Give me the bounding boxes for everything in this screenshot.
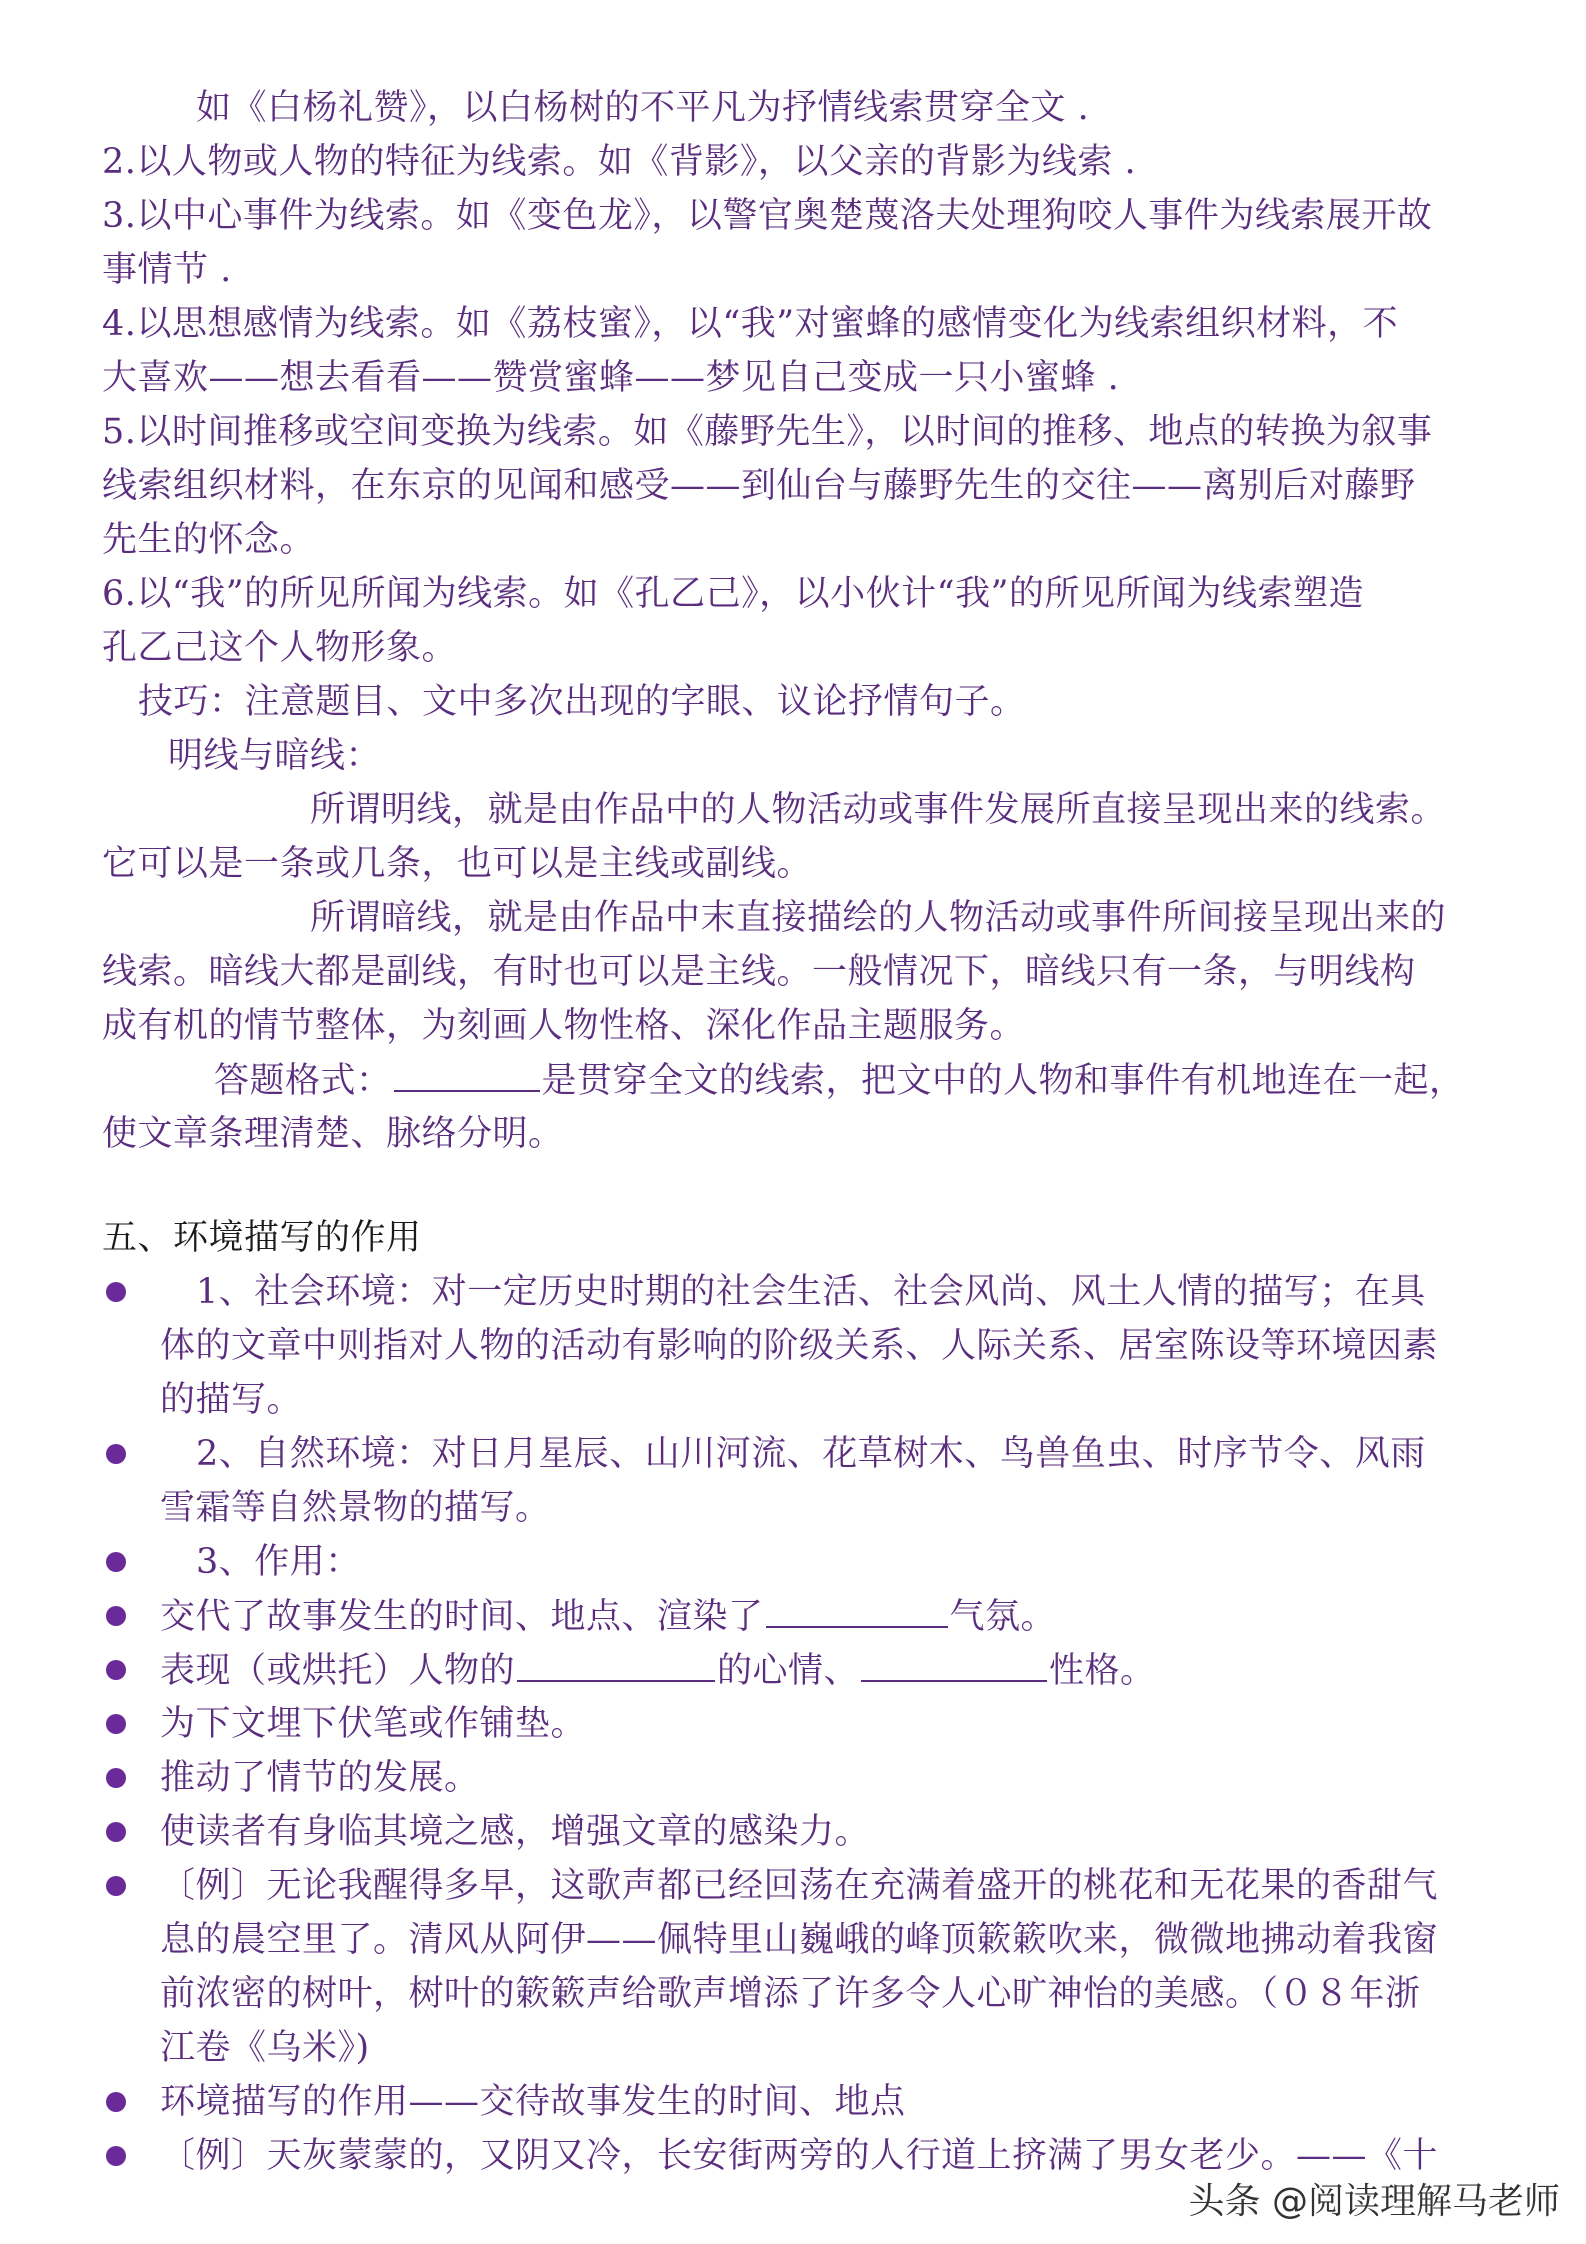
answer-format-line [214,1058,1465,1103]
list-item [160,1648,1156,1693]
answer-format-label: 答题格式： [214,1061,392,1101]
text-line: 成有机的情节整体，为刻画人物性格、深化作品主题服务。 [102,1006,1026,1046]
list-item-cont: 的描写。 [160,1380,303,1420]
bullet-icon [106,1822,126,1842]
list-item-text: 气氛。 [949,1597,1057,1637]
list-item: 3、作用： [196,1542,361,1582]
blank-underline [517,1648,715,1682]
text-line: 所谓明线，就是由作品中的人物活动或事件发展所直接呈现出来的线索。 [310,790,1447,830]
text-line: 事情节 . [102,250,232,290]
bullet-icon [106,1876,126,1896]
text-line: 使文章条理清楚、脉络分明。 [102,1114,564,1154]
list-item: 环境描写的作用——交待故事发生的时间、地点 [160,2082,906,2122]
text-line: 2.以人物或人物的特征为线索。如《背影》，以父亲的背影为线索 . [102,142,1137,182]
text-line: 技巧：注意题目、文中多次出现的字眼、议论抒情句子。 [138,682,1026,722]
list-item-cont: 前浓密的树叶，树叶的簌簌声给歌声增添了许多令人心旷神怡的美感。（０８年浙 [160,1974,1421,2014]
text-line: 线索。暗线大都是副线，有时也可以是主线。一般情况下，暗线只有一条，与明线构 [102,952,1416,992]
list-item: 1、社会环境：对一定历史时期的社会生活、社会风尚、风土人情的描写；在具 [196,1272,1426,1312]
blank-underline [394,1058,540,1092]
list-item: 推动了情节的发展。 [160,1758,480,1798]
list-item: 2、自然环境：对日月星辰、山川河流、花草树木、鸟兽鱼虫、时序节令、风雨 [196,1434,1426,1474]
text-line: 5.以时间推移或空间变换为线索。如《藤野先生》，以时间的推移、地点的转换为叙事 [102,412,1433,452]
bullet-icon [106,1606,126,1626]
list-item-cont: 雪霜等自然景物的描写。 [160,1488,551,1528]
source-watermark: 头条 @阅读理解马老师 [1188,2181,1560,2222]
text-line: 3.以中心事件为线索。如《变色龙》，以警官奥楚蔑洛夫处理狗咬人事件为线索展开故 [102,196,1433,236]
list-item-text: 的心情、 [717,1651,860,1691]
list-item: 〔例〕无论我醒得多早，这歌声都已经回荡在充满着盛开的桃花和无花果的香甜气 [160,1866,1439,1906]
list-item: 使读者有身临其境之感，增强文章的感染力。 [160,1812,871,1852]
text-line: 先生的怀念。 [102,520,316,560]
bullet-icon [106,1768,126,1788]
blank-underline [861,1648,1047,1682]
list-item-text: 交代了故事发生的时间、地点、渲染了 [160,1597,764,1637]
text-line: 如《白杨礼赞》，以白杨树的不平凡为抒情线索贯穿全文 . [196,88,1090,128]
answer-format-text: 是贯穿全文的线索，把文中的人物和事件有机地连在一起， [541,1061,1465,1101]
text-line: 孔乙己这个人物形象。 [102,628,458,668]
list-item-cont: 体的文章中则指对人物的活动有影响的阶级关系、人际关系、居室陈设等环境因素 [160,1326,1439,1366]
text-line: 大喜欢——想去看看——赞赏蜜蜂——梦见自己变成一只小蜜蜂 . [102,358,1120,398]
list-item: 为下文埋下伏笔或作铺垫。 [160,1704,587,1744]
bullet-icon [106,1282,126,1302]
bullet-icon [106,1444,126,1464]
blank-underline [766,1594,948,1628]
bullet-icon [106,2092,126,2112]
list-item-cont: 息的晨空里了。清风从阿伊——佩特里山巍峨的峰顶簌簌吹来，微微地拂动着我窗 [160,1920,1439,1960]
bullet-icon [106,2146,126,2166]
list-item: 〔例〕天灰蒙蒙的，又阴又冷，长安街两旁的人行道上挤满了男女老少。——《十 [160,2136,1439,2176]
bullet-icon [106,1552,126,1572]
section-heading: 五、环境描写的作用 [102,1218,422,1258]
text-line: 线索组织材料，在东京的见闻和感受——到仙台与藤野先生的交往——离别后对藤野 [102,466,1416,506]
text-line: 所谓暗线，就是由作品中末直接描绘的人物活动或事件所间接呈现出来的 [310,898,1447,938]
list-item-text: 性格。 [1049,1651,1156,1691]
text-line: 6.以“我”的所见所闻为线索。如《孔乙己》，以小伙计“我”的所见所闻为线索塑造 [102,574,1364,614]
text-line: 明线与暗线： [168,736,382,776]
bullet-icon [106,1714,126,1734]
list-item [160,1594,1056,1639]
text-line: 它可以是一条或几条，也可以是主线或副线。 [102,844,813,884]
bullet-icon [106,1660,126,1680]
text-line: 4.以思想感情为线索。如《荔枝蜜》，以“我”对蜜蜂的感情变化为线索组织材料，不 [102,304,1399,344]
list-item-text: 表现（或烘托）人物的 [160,1651,516,1691]
list-item-cont: 江卷《乌米》) [160,2028,370,2068]
